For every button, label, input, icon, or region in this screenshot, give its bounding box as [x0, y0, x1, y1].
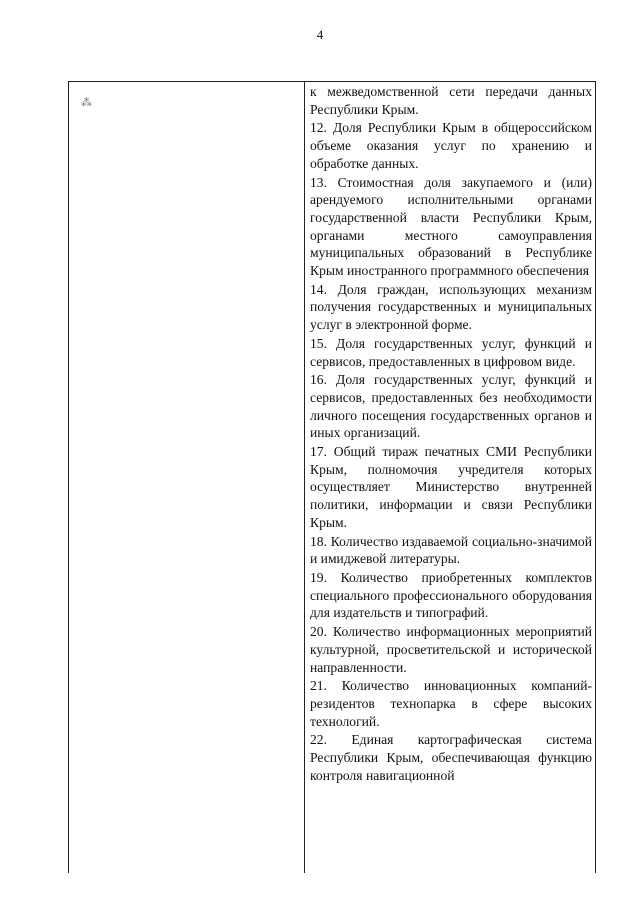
paragraph-item-13: 13. Стоимостная доля закупаемого и (или) арендуемого исполнительными органами государственной власти Республики Крым, органами местного самоуправления муниципальных образований в Республике Крым иностранного программного обеспечения [310, 174, 592, 279]
paragraph-item-19: 19. Количество приобретенных комплектов специального профессионального оборудования для издательств и типографий. [310, 569, 592, 621]
scan-mark: ⁂ [81, 97, 92, 109]
paragraph-item-20: 20. Количество информационных мероприятий культурной, просветительской и исторической направленности. [310, 624, 592, 675]
paragraph-item-14: 14. Доля граждан, использующих механизм получения государственных и муниципальных услуг в электронной форме. [310, 281, 592, 333]
paragraph-item-12: 12. Доля Республики Крым в общероссийском объеме оказания услуг по хранению и обработке данных. [310, 120, 592, 171]
paragraph-continuation: к межведомственной сети передачи данных Республики Крым. [310, 84, 592, 117]
table-right-cell [310, 83, 592, 785]
paragraph-item-17: 17. Общий тираж печатных СМИ Республики Крым, полномочия учредителя которых осуществляет Министерство внутренней политики, информации и связи Республики Крым. [310, 444, 592, 530]
column-divider [304, 82, 305, 873]
table-left-cell [69, 82, 304, 873]
page-number: 4 [316, 27, 324, 42]
paragraph-item-18: 18. Количество издаваемой социально-значимой и имиджевой литературы. [310, 533, 592, 567]
paragraph-item-16: 16. Доля государственных услуг, функций и сервисов, предоставленных без необходимости личного посещения государственных органов и иных организаций. [310, 372, 592, 441]
document-table [68, 81, 596, 873]
paragraph-item-22: 22. Единая картографическая система Республики Крым, обеспечивающая функцию контроля навигационной [310, 732, 592, 783]
paragraph-item-15: 15. Доля государственных услуг, функций и сервисов, предоставленных в цифровом виде. [310, 335, 592, 369]
paragraph-item-21: 21. Количество инновационных компаний-резидентов технопарка в сфере высоких технологий. [310, 678, 592, 729]
